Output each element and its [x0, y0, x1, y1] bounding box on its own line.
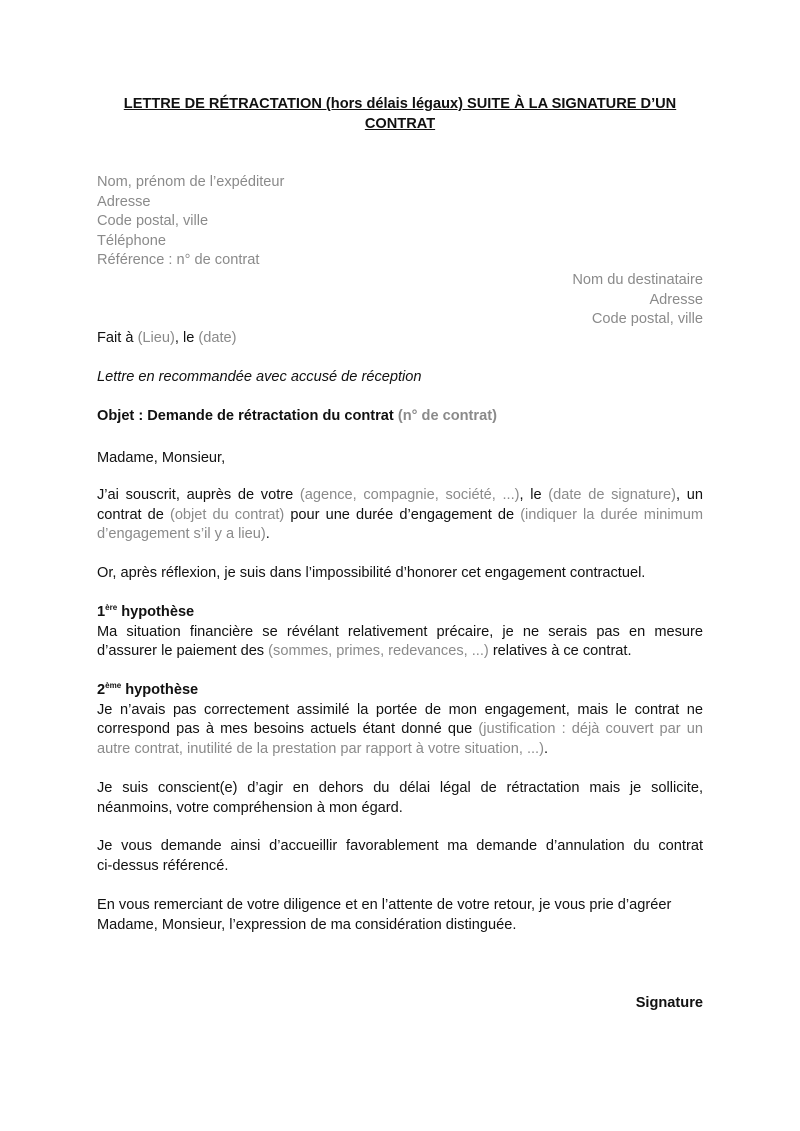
- sender-name: Nom, prénom de l’expéditeur: [97, 174, 285, 190]
- paragraph-line: correspond pas à mes besoins actuels étant donné que (justification : déjà couvert par un: [97, 721, 703, 737]
- paragraph-line: Madame, Monsieur, l’expression de ma considération distinguée.: [97, 916, 517, 933]
- amounts-placeholder: (sommes, primes, redevances, ...): [268, 643, 489, 659]
- date-placeholder: (date): [198, 330, 237, 346]
- title-line-2: CONTRAT: [364, 115, 436, 132]
- recipient-address: Adresse: [649, 291, 703, 308]
- place-date-prefix: Fait à: [97, 330, 138, 346]
- paragraph-line: Je vous demande ainsi d’accueillir favorablement ma demande d’annulation du contrat: [97, 838, 703, 854]
- agency-placeholder: (agence, compagnie, société, ...): [299, 487, 520, 503]
- object-line: [97, 407, 703, 427]
- paragraph-line: J’ai souscrit, auprès de votre (agence, compagnie, société, ...), le (date de signature), un: [97, 487, 703, 503]
- letter-title: [110, 95, 690, 134]
- paragraph-line: Je n’avais pas correctement assimilé la portée de mon engagement, mais le contrat ne: [97, 701, 703, 718]
- sender-block: [97, 173, 703, 271]
- place-date-middle: , le: [174, 330, 199, 346]
- paragraph-reflection: Or, après réflexion, je suis dans l’impossibilité d’honorer cet engagement contractuel.: [97, 565, 646, 581]
- sender-address: Adresse: [97, 193, 151, 210]
- signature-date-placeholder: (date de signature): [548, 487, 677, 503]
- paragraph-line: En vous remerciant de votre diligence et en l’attente de votre retour, je vous prie d’agréer: [97, 897, 672, 913]
- paragraph-line: ci-dessus référencé.: [97, 857, 229, 874]
- paragraph-line: autre contrat, inutilité de la prestation par rapport à votre situation, ...).: [97, 740, 549, 757]
- recipient-block: [97, 271, 703, 330]
- paragraph-line: contrat de (objet du contrat) pour une durée d’engagement de (indiquer la durée minimum: [97, 506, 703, 523]
- contract-object-placeholder: (objet du contrat): [169, 506, 285, 523]
- duration-placeholder: (indiquer la durée minimum: [520, 506, 703, 523]
- paragraph-awareness: [97, 779, 703, 818]
- paragraph-line: d’assurer le paiement des (sommes, primes, redevances, ...) relatives à ce contrat.: [97, 643, 632, 659]
- paragraph-line: d’engagement s’il y a lieu).: [97, 526, 270, 542]
- paragraph-line: néanmoins, votre compréhension à mon égard.: [97, 799, 403, 816]
- delivery-mode: Lettre en recommandée avec accusé de réception: [97, 369, 422, 385]
- object-contract-ref: (n° de contrat): [397, 408, 497, 424]
- hypothesis-2: [97, 681, 703, 759]
- sender-phone: Téléphone: [97, 232, 166, 249]
- sender-city: Code postal, ville: [97, 213, 209, 229]
- recipient-city: Code postal, ville: [591, 311, 703, 327]
- title-line-1: LETTRE DE RÉTRACTATION (hors délais légaux) SUITE À LA SIGNATURE D’UN: [123, 96, 677, 112]
- hypothesis-1-heading: 1ère hypothèse: [97, 603, 195, 620]
- place-placeholder: (Lieu): [137, 330, 175, 346]
- hypothesis-1: [97, 603, 703, 662]
- justification-placeholder: (justification : déjà couvert par un: [478, 721, 703, 737]
- paragraph-line: Ma situation financière se révélant relativement précaire, je ne serais pas en mesure: [97, 623, 703, 640]
- salutation: Madame, Monsieur,: [97, 450, 226, 466]
- signature-label: Signature: [635, 995, 703, 1011]
- sender-reference: Référence : n° de contrat: [97, 252, 260, 268]
- paragraph-request: [97, 837, 703, 876]
- paragraph-subscription: [97, 486, 703, 545]
- recipient-name: Nom du destinataire: [572, 272, 703, 288]
- paragraph-closing: [97, 896, 703, 935]
- object-label: Objet : Demande de rétractation du contrat: [97, 408, 394, 424]
- place-date: [97, 329, 703, 349]
- paragraph-line: Je suis conscient(e) d’agir en dehors du délai légal de rétractation mais je sollicite,: [97, 780, 703, 796]
- hypothesis-2-heading: 2ème hypothèse: [97, 681, 199, 698]
